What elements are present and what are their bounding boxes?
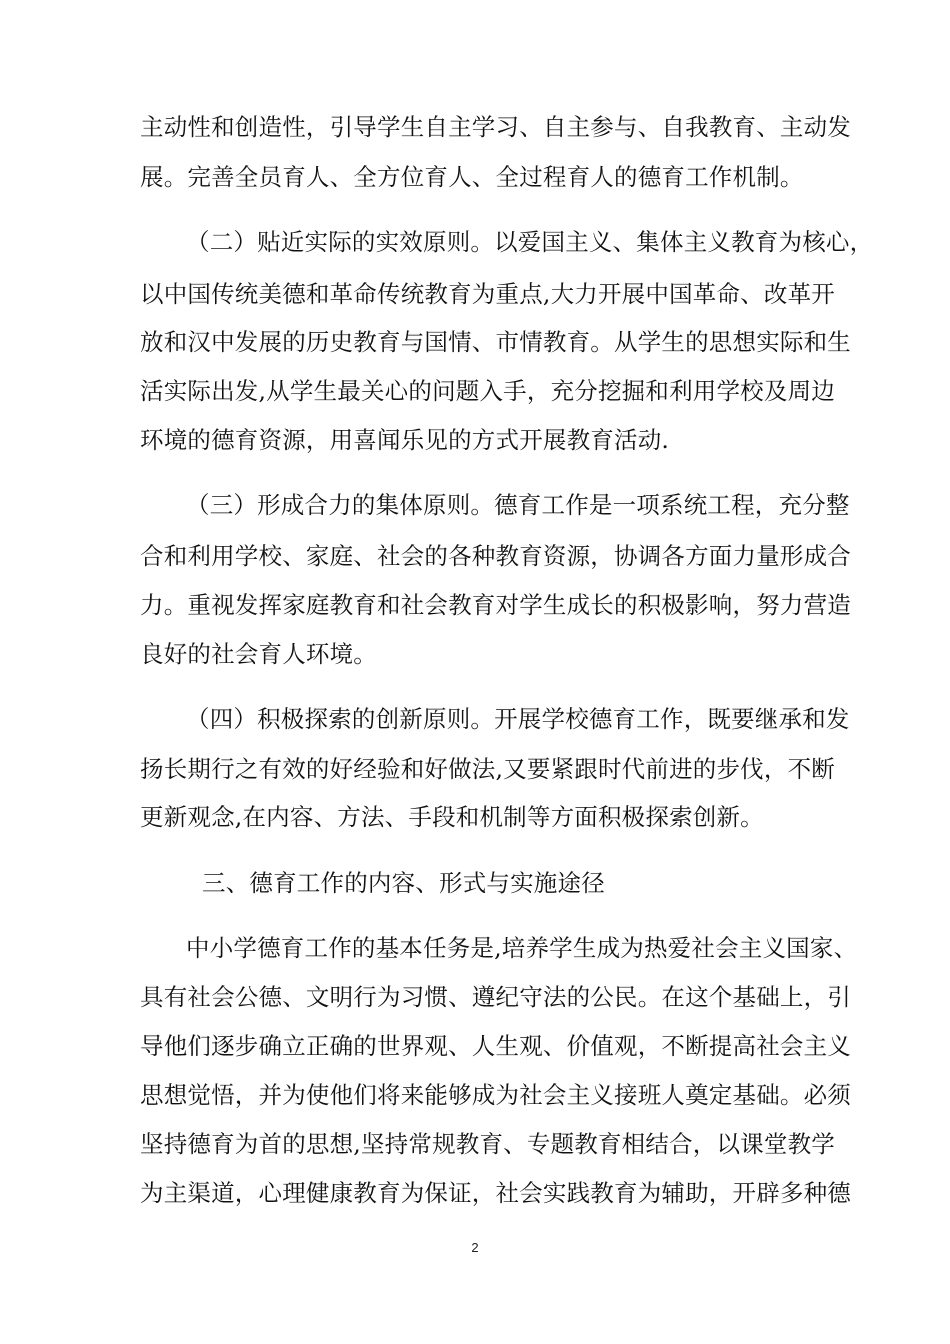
text-line-10: 力。重视发挥家庭教育和社会教育对学生成长的积极影响，努力营造 [140, 591, 851, 619]
text-line-14: 更新观念,在内容、方法、手段和机制等方面积极探索创新。 [140, 803, 764, 831]
section-heading-3: （三）形成合力的集体原则。德育工作是一项系统工程，充分整 [186, 491, 850, 519]
chapter-heading-3: 三、德育工作的内容、形式与实施途径 [202, 869, 605, 897]
section-heading-4: （四）积极探索的创新原则。开展学校德育工作，既要继承和发 [186, 705, 850, 733]
page-number: 2 [471, 1240, 479, 1255]
text-line-19: 思想觉悟，并为使他们将来能够成为社会主义接班人奠定基础。必须 [140, 1081, 851, 1109]
text-line-5: 放和汉中发展的历史教育与国情、市情教育。从学生的思想实际和生 [140, 328, 851, 356]
text-line-2: 展。完善全员育人、全方位育人、全过程育人的德育工作机制。 [140, 163, 804, 191]
text-line-21: 为主渠道，心理健康教育为保证，社会实践教育为辅助，开辟多种德 [140, 1179, 851, 1207]
text-line-18: 导他们逐步确立正确的世界观、人生观、价值观，不断提高社会主义 [140, 1032, 851, 1060]
text-line-20: 坚持德育为首的思想,坚持常规教育、专题教育相结合，以课堂教学 [140, 1130, 835, 1158]
text-line-17: 具有社会公德、文明行为习惯、遵纪守法的公民。在这个基础上，引 [140, 983, 851, 1011]
text-line-9: 合和利用学校、家庭、社会的各种教育资源，协调各方面力量形成合 [140, 542, 851, 570]
text-line-16: 中小学德育工作的基本任务是,培养学生成为热爱社会主义国家、 [186, 934, 858, 962]
text-line-11: 良好的社会育人环境。 [140, 640, 377, 668]
text-line-1: 主动性和创造性，引导学生自主学习、自主参与、自我教育、主动发 [140, 113, 851, 141]
text-line-7: 环境的德育资源，用喜闻乐见的方式开展教育活动. [140, 426, 670, 454]
text-line-13: 扬长期行之有效的好经验和好做法,又要紧跟时代前进的步伐，不断 [140, 755, 835, 783]
section-heading-2: （二）贴近实际的实效原则。以爱国主义、集体主义教育为核心， [186, 228, 874, 256]
text-line-6: 活实际出发,从学生最关心的问题入手，充分挖掘和利用学校及周边 [140, 377, 835, 405]
text-line-4: 以中国传统美德和革命传统教育为重点,大力开展中国革命、改革开 [140, 280, 835, 308]
